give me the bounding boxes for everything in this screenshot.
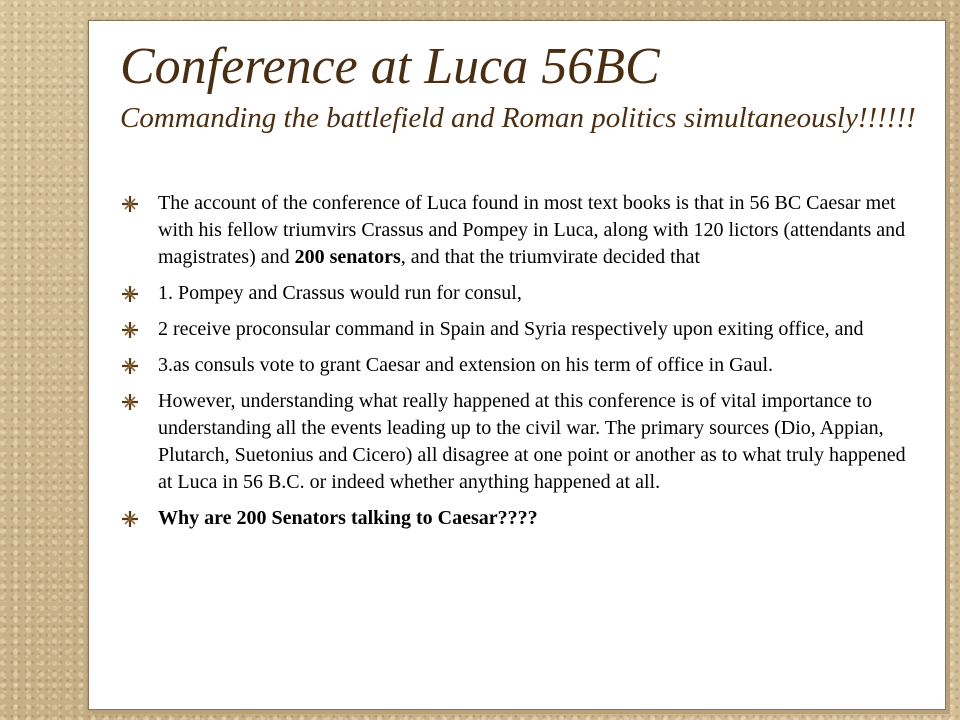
bullet-item: [120, 280, 920, 307]
bullet-list: [120, 190, 920, 541]
bullet-text: The account of the conference of Luca found in most text books is that in 56 BC Caesar met with his fellow triumvirs Crassus and Pompey in Luca, along with 120 lictors (attendants and magistrates) and 200 senators, and that the triumvirate decided that: [158, 192, 906, 268]
bullet-text: 2 receive proconsular command in Spain and Syria respectively upon exiting office, and: [158, 318, 864, 340]
slide-subtitle: Commanding the battlefield and Roman politics simultaneously!!!!!!: [120, 102, 916, 134]
bullet-text: However, understanding what really happened at this conference is of vital importance to understanding all the events leading up to the civil war. The primary sources (Dio, Appian, Plutarch, Suetonius and Cicero) all disagree at one point or another as to what truly happened at Luca in 56 B.C. or indeed whether anything happened at all.: [158, 390, 906, 493]
bullet-item: [120, 352, 920, 379]
asterisk-cross-icon: [122, 511, 138, 527]
bullet-item: [120, 388, 920, 496]
bullet-question: Why are 200 Senators talking to Caesar????: [158, 507, 538, 529]
asterisk-cross-icon: [122, 322, 138, 338]
asterisk-cross-icon: [122, 286, 138, 302]
bullet-text: 3.as consuls vote to grant Caesar and extension on his term of office in Gaul.: [158, 354, 774, 376]
bullet-item: [120, 505, 920, 532]
asterisk-cross-icon: [122, 394, 138, 410]
bullet-item: [120, 316, 920, 343]
slide-title: Conference at Luca 56BC: [120, 38, 660, 95]
bullet-text: 1. Pompey and Crassus would run for consul,: [158, 282, 522, 304]
asterisk-cross-icon: [122, 358, 138, 374]
bullet-item: [120, 190, 920, 271]
asterisk-cross-icon: [122, 196, 138, 212]
